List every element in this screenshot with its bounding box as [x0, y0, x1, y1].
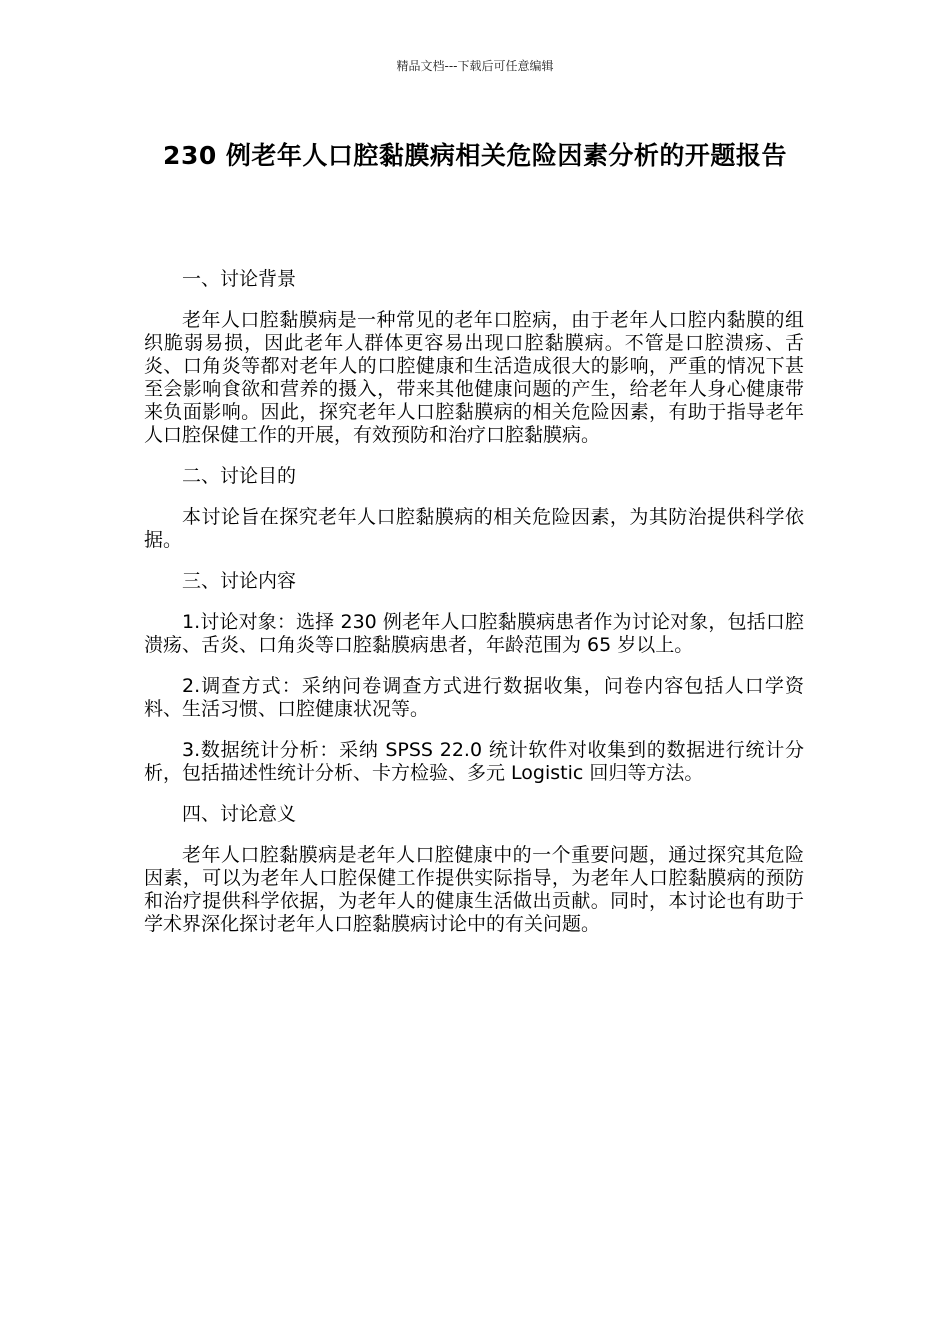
- section-heading-significance: 四、讨论意义: [182, 803, 297, 825]
- document-title: 230 例老年人口腔黏膜病相关危险因素分析的开题报告: [163, 141, 787, 170]
- document-body: [144, 268, 804, 954]
- paragraph-background: 老年人口腔黏膜病是一种常见的老年口腔病，由于老年人口腔内黏膜的组织脆弱易损，因此老年人群体更容易出现口腔黏膜病。不管是口腔溃疡、舌炎、口角炎等都对老年人的口腔健康和生活造成很大的影响，严重的情况下甚至会影响食欲和营养的摄入，带来其他健康问题的产生，给老年人身心健康带来负面影响。因此，探究老年人口腔黏膜病的相关危险因素，有助于指导老年人口腔保健工作的开展，有效预防和治疗口腔黏膜病。: [144, 309, 804, 446]
- section-heading-background: 一、讨论背景: [182, 268, 297, 290]
- section-heading-content: 三、讨论内容: [182, 570, 297, 592]
- paragraph-significance: 老年人口腔黏膜病是老年人口腔健康中的一个重要问题，通过探究其危险因素，可以为老年人口腔保健工作提供实际指导，为老年人口腔黏膜病的预防和治疗提供科学依据，为老年人的健康生活做出贡献。同时，本讨论也有助于学术界深化探讨老年人口腔黏膜病讨论中的有关问题。: [144, 844, 804, 935]
- paragraph-content-subjects: 1.讨论对象：选择 230 例老年人口腔黏膜病患者作为讨论对象，包括口腔溃疡、舌炎、口角炎等口腔黏膜病患者，年龄范围为 65 岁以上。: [144, 611, 804, 656]
- page-header: 精品文档---下载后可任意编辑: [396, 59, 554, 73]
- paragraph-content-statistics: 3.数据统计分析：采纳 SPSS 22.0 统计软件对收集到的数据进行统计分析，包括描述性统计分析、卡方检验、多元 Logistic 回归等方法。: [144, 739, 804, 784]
- section-heading-purpose: 二、讨论目的: [182, 465, 297, 487]
- paragraph-content-survey: 2.调查方式：采纳问卷调查方式进行数据收集，问卷内容包括人口学资料、生活习惯、口腔健康状况等。: [144, 675, 804, 720]
- paragraph-purpose: 本讨论旨在探究老年人口腔黏膜病的相关危险因素，为其防治提供科学依据。: [144, 506, 804, 551]
